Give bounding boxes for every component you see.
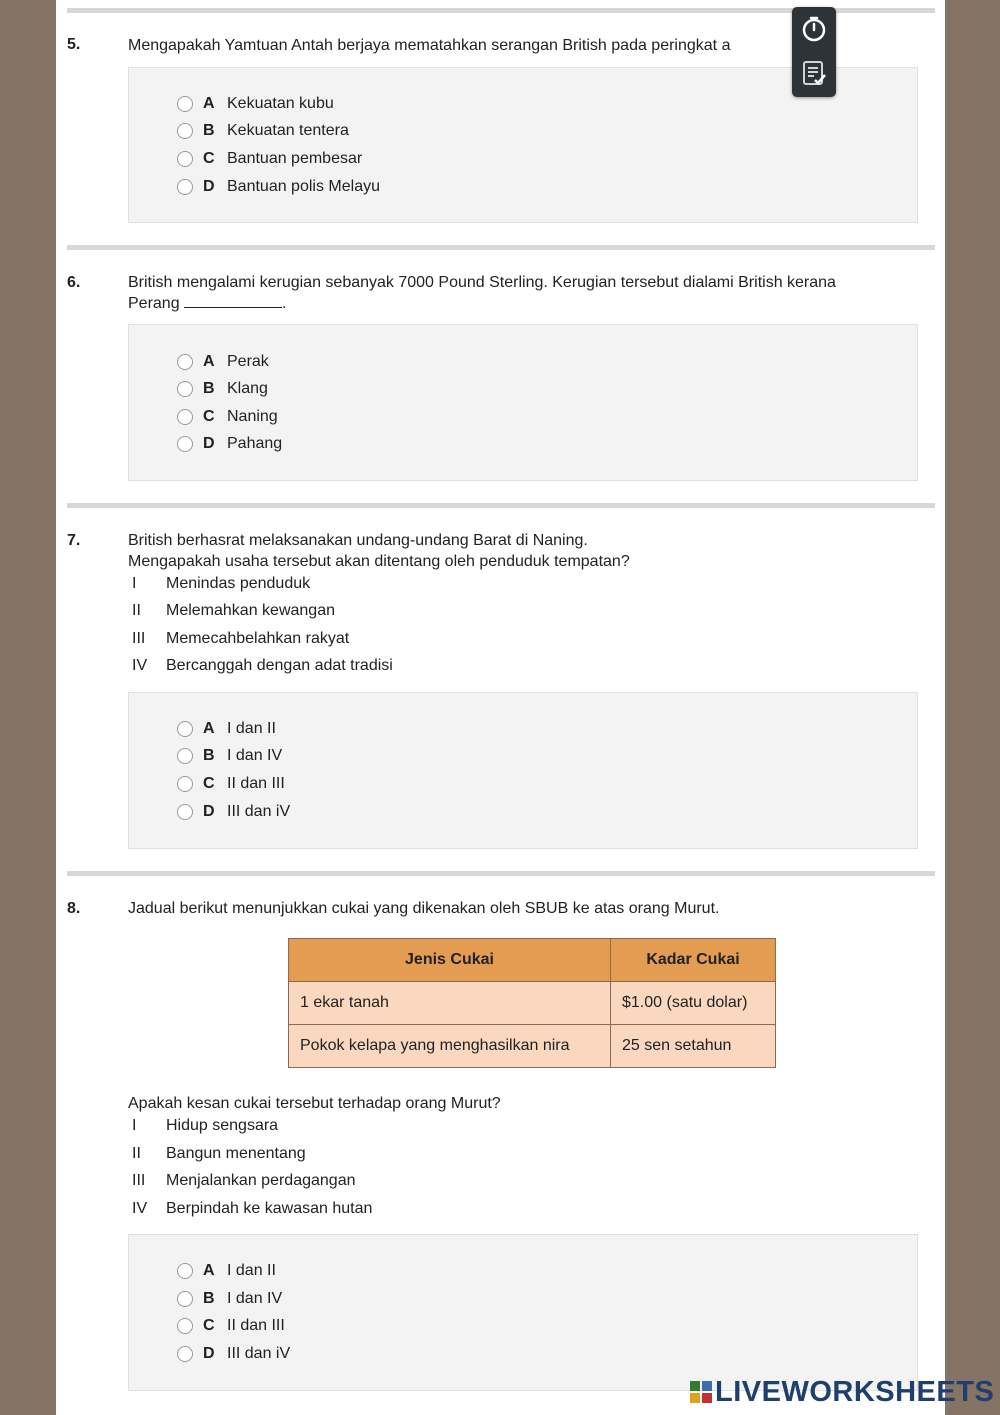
statement-item: II Bangun menentang <box>132 1145 306 1162</box>
table-row <box>289 982 776 1025</box>
radio-button[interactable] <box>177 1291 193 1307</box>
radio-button[interactable] <box>177 436 193 452</box>
divider <box>67 245 935 250</box>
option-7d[interactable]: D III dan iV <box>177 800 290 824</box>
option-8c[interactable]: C II dan III <box>177 1314 285 1338</box>
radio-button[interactable] <box>177 409 193 425</box>
radio-button[interactable] <box>177 776 193 792</box>
question-8-text: Jadual berikut menunjukkan cukai yang dikenakan oleh SBUB ke atas orang Murut. <box>128 900 720 917</box>
option-6a[interactable]: A Perak <box>177 350 269 374</box>
option-8b[interactable]: B I dan IV <box>177 1287 282 1311</box>
question-5-text: Mengapakah Yamtuan Antah berjaya mematahkan serangan British pada peringkat a <box>128 37 731 54</box>
table-cell: Pokok kelapa yang menghasilkan nira <box>289 1025 611 1068</box>
radio-button[interactable] <box>177 96 193 112</box>
divider <box>67 871 935 876</box>
divider <box>67 503 935 508</box>
statement-item: IV Bercanggah dengan adat tradisi <box>132 657 393 674</box>
option-6c[interactable]: C Naning <box>177 405 278 429</box>
radio-button[interactable] <box>177 123 193 139</box>
option-8d[interactable]: D III dan iV <box>177 1342 290 1366</box>
radio-button[interactable] <box>177 179 193 195</box>
option-5a[interactable]: A Kekuatan kubu <box>177 92 334 116</box>
table-cell: $1.00 (satu dolar) <box>611 982 776 1025</box>
timer-icon[interactable] <box>800 15 828 43</box>
radio-button[interactable] <box>177 1263 193 1279</box>
table-header: Kadar Cukai <box>611 939 776 982</box>
radio-button[interactable] <box>177 1318 193 1334</box>
question-8-options <box>128 1234 918 1391</box>
liveworksheets-mark-icon <box>690 1381 712 1403</box>
table-cell: 25 sen setahun <box>611 1025 776 1068</box>
option-6d[interactable]: D Pahang <box>177 432 282 456</box>
table-header-row <box>289 939 776 982</box>
question-7-text: British berhasrat melaksanakan undang-undang Barat di Naning. Mengapakah usaha tersebut akan ditentang oleh penduduk tempatan? <box>128 532 630 570</box>
question-7-options <box>128 692 918 849</box>
question-6-text: British mengalami kerugian sebanyak 7000 Pound Sterling. Kerugian tersebut dialami British kerana Perang . <box>128 274 836 312</box>
liveworksheets-logo[interactable] <box>690 1375 994 1409</box>
statement-item: II Melemahkan kewangan <box>132 602 335 619</box>
radio-button[interactable] <box>177 721 193 737</box>
option-7c[interactable]: C II dan III <box>177 772 285 796</box>
radio-button[interactable] <box>177 381 193 397</box>
question-6-options <box>128 324 918 481</box>
radio-button[interactable] <box>177 804 193 820</box>
statement-item: III Memecahbelahkan rakyat <box>132 630 350 647</box>
option-6b[interactable]: B Klang <box>177 377 268 401</box>
question-5-number: 5. <box>67 36 81 53</box>
statement-item: I Hidup sengsara <box>132 1117 279 1134</box>
question-8-number: 8. <box>67 900 81 917</box>
answer-blank <box>184 295 282 308</box>
radio-button[interactable] <box>177 1346 193 1362</box>
checklist-icon[interactable] <box>800 59 828 87</box>
option-5c[interactable]: C Bantuan pembesar <box>177 147 362 171</box>
statement-item: I Menindas penduduk <box>132 575 311 592</box>
statement-item: IV Berpindah ke kawasan hutan <box>132 1200 373 1217</box>
table-row <box>289 1025 776 1068</box>
question-8-prompt: Apakah kesan cukai tersebut terhadap orang Murut? <box>128 1095 501 1112</box>
radio-button[interactable] <box>177 151 193 167</box>
brand-name: LIVEWORKSHEETS <box>715 1375 995 1408</box>
question-7-number: 7. <box>67 532 81 549</box>
option-5d[interactable]: D Bantuan polis Melayu <box>177 175 380 199</box>
option-7b[interactable]: B I dan IV <box>177 744 282 768</box>
statement-item: III Menjalankan perdagangan <box>132 1172 356 1189</box>
option-8a[interactable]: A I dan II <box>177 1259 276 1283</box>
radio-button[interactable] <box>177 354 193 370</box>
table-cell: 1 ekar tanah <box>289 982 611 1025</box>
tax-table <box>288 938 776 1068</box>
table-header: Jenis Cukai <box>289 939 611 982</box>
option-7a[interactable]: A I dan II <box>177 717 276 741</box>
floating-toolbar <box>792 7 836 97</box>
question-6-number: 6. <box>67 274 81 291</box>
radio-button[interactable] <box>177 748 193 764</box>
option-5b[interactable]: B Kekuatan tentera <box>177 119 349 143</box>
